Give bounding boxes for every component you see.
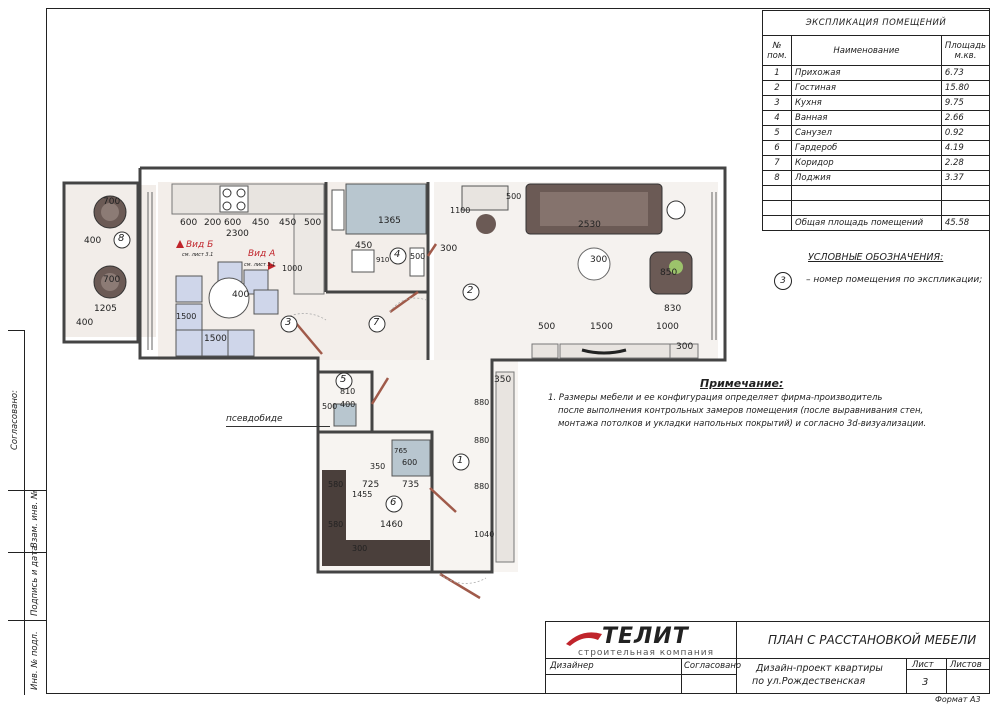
project-line-1: Дизайн-проект квартиры (756, 663, 883, 674)
row-num: 5 (763, 126, 792, 141)
row-area: 4.19 (941, 141, 989, 156)
room-number-4: 4 (394, 249, 401, 260)
dim-450c: 450 (355, 241, 373, 251)
row-num: 6 (763, 141, 792, 156)
dim-850: 850 (660, 268, 678, 278)
dim-500a: 500 (304, 218, 322, 228)
dim-500b: 500 (410, 252, 426, 261)
table-row (763, 111, 990, 126)
dim-725: 725 (362, 480, 380, 490)
dim-765: 765 (394, 447, 408, 455)
note-line-1: 1. Размеры мебели и ее конфигурация определяет фирма-производитель (548, 393, 883, 403)
table-row-empty (763, 201, 990, 216)
dim-1040: 1040 (474, 530, 495, 539)
dim-700b: 700 (103, 275, 121, 285)
strip-sign-date: Подпись и дата (30, 545, 40, 616)
logo-swoosh-icon (564, 626, 604, 650)
view-b-ref: см. лист 3.1 (182, 252, 214, 258)
legend-text: – номер помещения по экспликации; (806, 275, 983, 285)
pseudobidet-leader (226, 426, 330, 427)
table-total-row (763, 216, 990, 231)
row-area: 2.28 (941, 156, 989, 171)
dim-300b: 300 (590, 255, 608, 265)
note-title: Примечание: (700, 377, 784, 390)
col-area-header: Площадь м.кв. (941, 36, 989, 66)
row-num: 7 (763, 156, 792, 171)
row-area: 0.92 (941, 126, 989, 141)
door-entrance (440, 574, 480, 598)
dim-1100: 1100 (450, 206, 471, 215)
row-num: 3 (763, 96, 792, 111)
legend-symbol: 3 (774, 272, 792, 290)
dim-700a: 700 (103, 197, 121, 207)
chair-8 (254, 290, 278, 314)
dim-500e: 500 (506, 192, 522, 201)
table-row-empty (763, 186, 990, 201)
dim-1000b: 1000 (656, 322, 679, 332)
row-name: Ванная (792, 111, 942, 126)
tb-vline-1 (736, 622, 737, 693)
chair-3 (176, 330, 202, 356)
dim-450b: 450 (279, 218, 297, 228)
desk-chair (476, 214, 496, 234)
row-num: 2 (763, 81, 792, 96)
dim-1500a: 1500 (176, 312, 197, 321)
row-name: Коридор (792, 156, 942, 171)
view-a-label: Вид А (248, 249, 276, 259)
row-name: Гардероб (792, 141, 942, 156)
dim-200: 200 (204, 218, 222, 228)
room-number-7: 7 (373, 317, 380, 328)
dim-350b: 350 (370, 462, 386, 471)
logo-text: ТЕЛИТ (602, 624, 689, 649)
dim-1205: 1205 (94, 304, 117, 314)
view-a-ref: см. лист 3.1 (244, 262, 276, 268)
row-area: 15.80 (941, 81, 989, 96)
dim-1000a: 1000 (282, 264, 303, 273)
dim-1500c: 1500 (590, 322, 613, 332)
explication-title: ЭКСПЛИКАЦИЯ ПОМЕЩЕНИЙ (763, 11, 990, 36)
total-area: 45.58 (941, 216, 989, 231)
tb-vline-3 (906, 658, 907, 693)
explication-table (762, 10, 990, 231)
sheet-number: 3 (922, 677, 929, 688)
dim-600a: 600 (180, 218, 198, 228)
dim-300a: 300 (440, 244, 458, 254)
dim-830: 830 (664, 304, 682, 314)
logo-subtitle: строительная компания (578, 648, 715, 658)
dim-580b: 580 (328, 520, 344, 529)
row-num: 4 (763, 111, 792, 126)
dim-500c: 500 (538, 322, 556, 332)
row-num: 1 (763, 66, 792, 81)
sheets-label: Листов (950, 660, 982, 670)
format-label: Формат А3 (935, 695, 981, 704)
dim-1365: 1365 (378, 216, 401, 226)
row-num: 8 (763, 171, 792, 186)
room-number-1: 1 (457, 455, 464, 466)
dim-2530: 2530 (578, 220, 601, 230)
total-label: Общая площадь помещений (792, 216, 942, 231)
project-line-2: по ул.Рождественская (752, 676, 866, 687)
dim-400b: 400 (76, 318, 94, 328)
view-b-label: Вид Б (186, 240, 214, 250)
dim-400d: 400 (340, 400, 356, 409)
table-row (763, 141, 990, 156)
dim-1460: 1460 (380, 520, 403, 530)
dim-735: 735 (402, 480, 420, 490)
col-name-header: Наименование (792, 36, 942, 66)
table-row (763, 171, 990, 186)
dim-350: 350 (494, 375, 512, 385)
room-number-5: 5 (340, 374, 347, 385)
shower-tray (346, 184, 426, 234)
note-line-2: после выполнения контрольных замеров помещения (после выравнивания стен, (558, 406, 924, 416)
table-row (763, 81, 990, 96)
chair-5 (228, 330, 254, 356)
dim-810: 810 (340, 387, 356, 396)
dim-580a: 580 (328, 480, 344, 489)
dim-2300: 2300 (226, 229, 249, 239)
row-name: Кухня (792, 96, 942, 111)
sheet-title: ПЛАН С РАССТАНОВКОЙ МЕБЕЛИ (768, 633, 977, 647)
lamp (667, 201, 685, 219)
designer-label: Дизайнер (550, 661, 594, 671)
dim-600c: 600 (402, 458, 418, 467)
table-row (763, 156, 990, 171)
sheet-label: Лист (912, 660, 934, 670)
washing-machine (332, 190, 344, 230)
row-name: Прихожая (792, 66, 942, 81)
chair-1 (176, 276, 202, 302)
washbasin (352, 250, 374, 272)
swing-entrance (440, 574, 486, 583)
tb-vline-2 (681, 658, 682, 693)
dim-500d: 500 (322, 402, 338, 411)
dim-880c: 880 (474, 482, 490, 491)
company-logo (564, 624, 724, 656)
dim-300c: 300 (676, 342, 694, 352)
row-name: Лоджия (792, 171, 942, 186)
row-name: Гостиная (792, 81, 942, 96)
dim-880b: 880 (474, 436, 490, 445)
row-area: 2.66 (941, 111, 989, 126)
dim-450a: 450 (252, 218, 270, 228)
row-area: 3.37 (941, 171, 989, 186)
tv-stand-l (532, 344, 558, 358)
dim-880a: 880 (474, 398, 490, 407)
table-row (763, 66, 990, 81)
tb-hline-2 (546, 674, 736, 675)
col-num-header: № пом. (763, 36, 792, 66)
title-block (545, 621, 990, 694)
room-number-6: 6 (390, 497, 397, 508)
dim-910: 910 (376, 256, 390, 264)
note-line-3: монтажа потолков и укладки напольных покрытий) и согласно 3d-визуализации. (558, 419, 927, 429)
dim-1455: 1455 (352, 490, 373, 499)
dim-1500b: 1500 (204, 334, 227, 344)
room-number-8: 8 (118, 233, 125, 244)
row-area: 6.73 (941, 66, 989, 81)
strip-inv-orig: Инв. № подл. (30, 631, 40, 690)
table-row (763, 126, 990, 141)
dim-600b: 600 (224, 218, 242, 228)
row-area: 9.75 (941, 96, 989, 111)
table-row (763, 96, 990, 111)
dim-300d: 300 (352, 544, 368, 553)
agreed-label: Согласовано (684, 661, 742, 671)
floor-fills (64, 182, 718, 572)
row-name: Санузел (792, 126, 942, 141)
dim-400a: 400 (84, 236, 102, 246)
legend-title: УСЛОВНЫЕ ОБОЗНАЧЕНИЯ: (808, 252, 944, 263)
room-number-3: 3 (285, 317, 292, 328)
tb-vline-4 (946, 658, 947, 693)
hall-wardrobe (496, 372, 514, 562)
pseudobidet-label: псевдобиде (226, 414, 283, 424)
strip-agreed: Согласовано: (10, 390, 20, 450)
room-number-2: 2 (467, 285, 474, 296)
tb-hline-1 (546, 658, 989, 659)
strip-inv-replace: Взам. инв. № (30, 490, 40, 548)
dim-400c: 400 (232, 290, 250, 300)
